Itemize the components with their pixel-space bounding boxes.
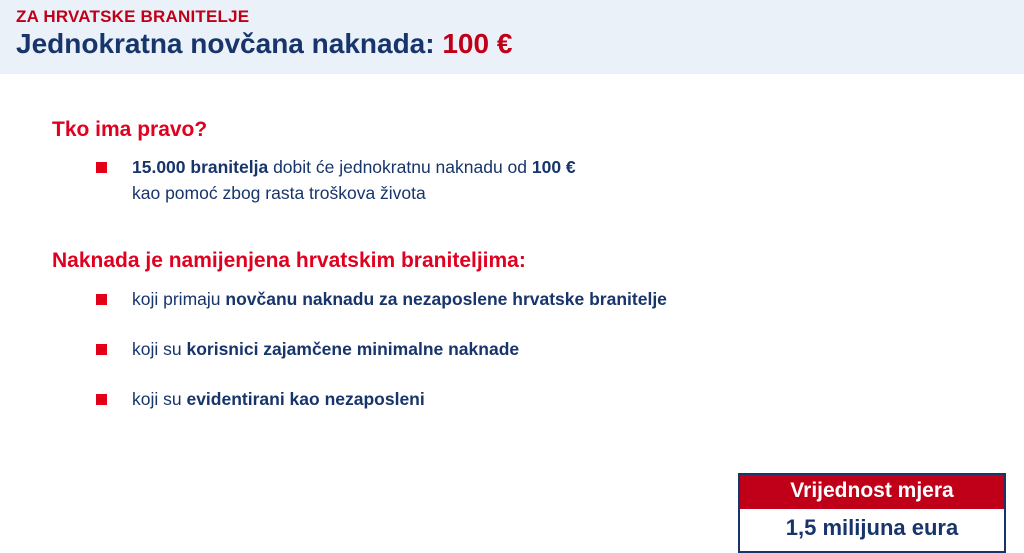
square-bullet-icon — [96, 344, 107, 355]
slide-header-band — [0, 0, 1024, 74]
square-bullet-icon — [96, 394, 107, 405]
page-title-amount: 100 € — [442, 28, 513, 59]
list-item-strong: novčanu naknadu za nezaposlene hrvatske branitelje — [225, 289, 667, 309]
list-item-strong-2: amčene minimalne naknade — [286, 339, 520, 359]
bullet-list-beneficiaries — [96, 286, 667, 436]
list-item-text: koji su — [132, 389, 187, 409]
page-title — [16, 28, 512, 60]
section-heading-beneficiaries: Naknada je namijenjena hrvatskim braniteljima: — [52, 249, 526, 272]
square-bullet-icon — [96, 294, 107, 305]
list-item — [96, 286, 667, 312]
value-of-measures-box — [738, 473, 1006, 553]
list-item-strong: evidentirani kao nezaposleni — [186, 389, 425, 409]
page-title-text: Jednokratna novčana naknada: — [16, 28, 443, 59]
list-item-strong: 15.000 branitelja — [132, 157, 269, 177]
list-item — [96, 154, 576, 206]
value-box-header: Vrijednost mjera — [740, 475, 1004, 509]
list-item-text: dobit će jednokratnu naknadu od — [268, 157, 532, 177]
list-item-text: koji primaju — [132, 289, 226, 309]
list-item — [96, 336, 667, 362]
header-eyebrow: ZA HRVATSKE BRANITELJE — [16, 7, 250, 26]
list-item-subline: kao pomoć zbog rasta troškova života — [132, 183, 426, 203]
list-item — [96, 386, 667, 412]
section-heading-eligibility: Tko ima pravo? — [52, 118, 208, 141]
list-item-text: koji su — [132, 339, 187, 359]
square-bullet-icon — [96, 162, 107, 173]
list-item-strong: korisnici zaj — [186, 339, 287, 359]
list-item-strong: 100 € — [531, 157, 576, 177]
bullet-list-eligibility — [96, 154, 576, 206]
value-box-amount: 1,5 milijuna eura — [740, 509, 1004, 551]
